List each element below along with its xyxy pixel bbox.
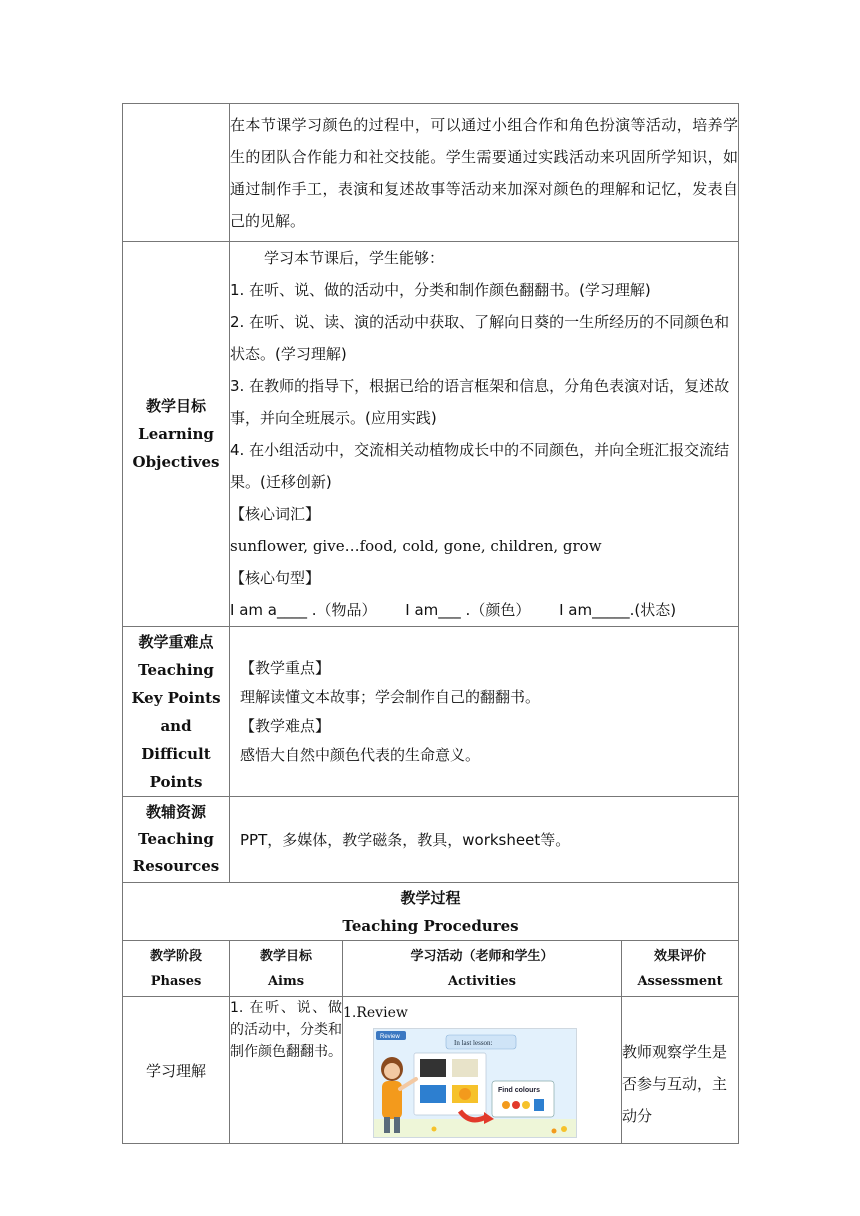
col-header-en: Aims [267,973,305,989]
col-header-phases [123,941,230,997]
col-header-cn: 教学目标 [259,948,312,964]
resources-label [123,797,230,883]
col-header-cn: 学习活动（老师和学生） [410,948,554,964]
resources-label-line: 教辅资源 [145,803,206,821]
slide-tag: Review [380,1034,400,1040]
sentence-patterns [230,594,738,626]
keypoints-content [230,627,739,797]
col-header-cn: 效果评价 [654,948,707,964]
focus-heading: 【教学重点】 [240,658,331,677]
keypoints-label-line: Points [149,772,203,791]
sentence-pattern: I am_____.(状态) [559,601,677,619]
difficulty-heading: 【教学难点】 [240,716,331,735]
vocab-list: sunflower, give…food, cold, gone, children, grow [230,537,602,555]
resources-text: PPT，多媒体，教学磁条，教具，worksheet等。 [230,797,739,883]
review-slide-illustration [374,1029,576,1137]
keypoints-label-line: Difficult [141,744,211,763]
activity-title: 1.Review [343,1005,408,1021]
objectives-content [230,242,739,627]
col-header-en: Assessment [637,973,723,989]
resources-label-line: Teaching [138,830,214,848]
objectives-label [123,242,230,627]
activity-cell [343,997,622,1144]
col-header-aims [230,941,343,997]
col-header-assessment [622,941,739,997]
objective-item: 4. 在小组活动中，交流相关动植物成长中的不同颜色，并向全班汇报交流结果。(迁移创新) [230,441,730,491]
review-slide-image [373,1028,577,1138]
col-header-en: Phases [150,973,202,989]
keypoints-label [123,627,230,797]
col-header-activities [343,941,622,997]
sentence-pattern: I am___ .（颜色） [405,601,531,619]
keypoints-label-line: and [160,716,192,735]
objective-item: 3. 在教师的指导下，根据已给的语言框架和信息，分角色表演对话，复述故事，并向全班展示。(应用实践) [230,377,730,427]
resources-label-line: Resources [132,857,220,875]
procedures-title-cn: 教学过程 [400,888,461,907]
empty-label-cell [123,104,230,242]
phase-cell: 学习理解 [123,997,230,1144]
sentence-pattern: I am a____ .（物品） [230,601,377,619]
focus-text: 理解读懂文本故事；学会制作自己的翻翻书。 [240,687,541,706]
keypoints-label-line: 教学重难点 [138,632,214,651]
col-header-cn: 教学阶段 [149,948,202,964]
objectives-label-cn: 教学目标 [145,397,206,415]
objective-item: 2. 在听、说、读、演的活动中获取、了解向日葵的一生所经历的不同颜色和状态。(学习理解) [230,313,730,363]
keypoints-label-line: Key Points [131,688,221,707]
sentence-heading: 【核心句型】 [230,569,321,587]
objective-item: 1. 在听、说、做的活动中，分类和制作颜色翻翻书。(学习理解) [230,281,651,299]
assessment-cell: 教师观察学生是否参与互动，主动分 [622,997,739,1144]
slide-banner: In last lesson: [454,1039,493,1047]
procedures-title-en: Teaching Procedures [342,916,519,935]
keypoints-label-line: Teaching [138,660,214,679]
objectives-label-en-1: Learning [138,425,214,443]
objectives-label-en-2: Objectives [132,453,220,471]
teamwork-paragraph: 在本节课学习颜色的过程中，可以通过小组合作和角色扮演等活动，培养学生的团队合作能力和社交技能。学生需要通过实践活动来巩固所学知识，如通过制作手工，表演和复述故事等活动来加深对颜色的理解和记忆，发表自己的见解。 [230,104,739,242]
difficulty-text: 感悟大自然中颜色代表的生命意义。 [240,745,481,764]
aim-cell: 1. 在听、说、做的活动中，分类和制作颜色翻翻书。 [230,997,343,1144]
col-header-en: Activities [448,973,516,989]
slide-card-title: Find colours [498,1087,540,1094]
vocab-heading: 【核心词汇】 [230,505,321,523]
procedures-title [123,883,739,941]
lesson-plan-table [122,103,739,1144]
objectives-intro: 学习本节课后，学生能够： [264,249,445,267]
